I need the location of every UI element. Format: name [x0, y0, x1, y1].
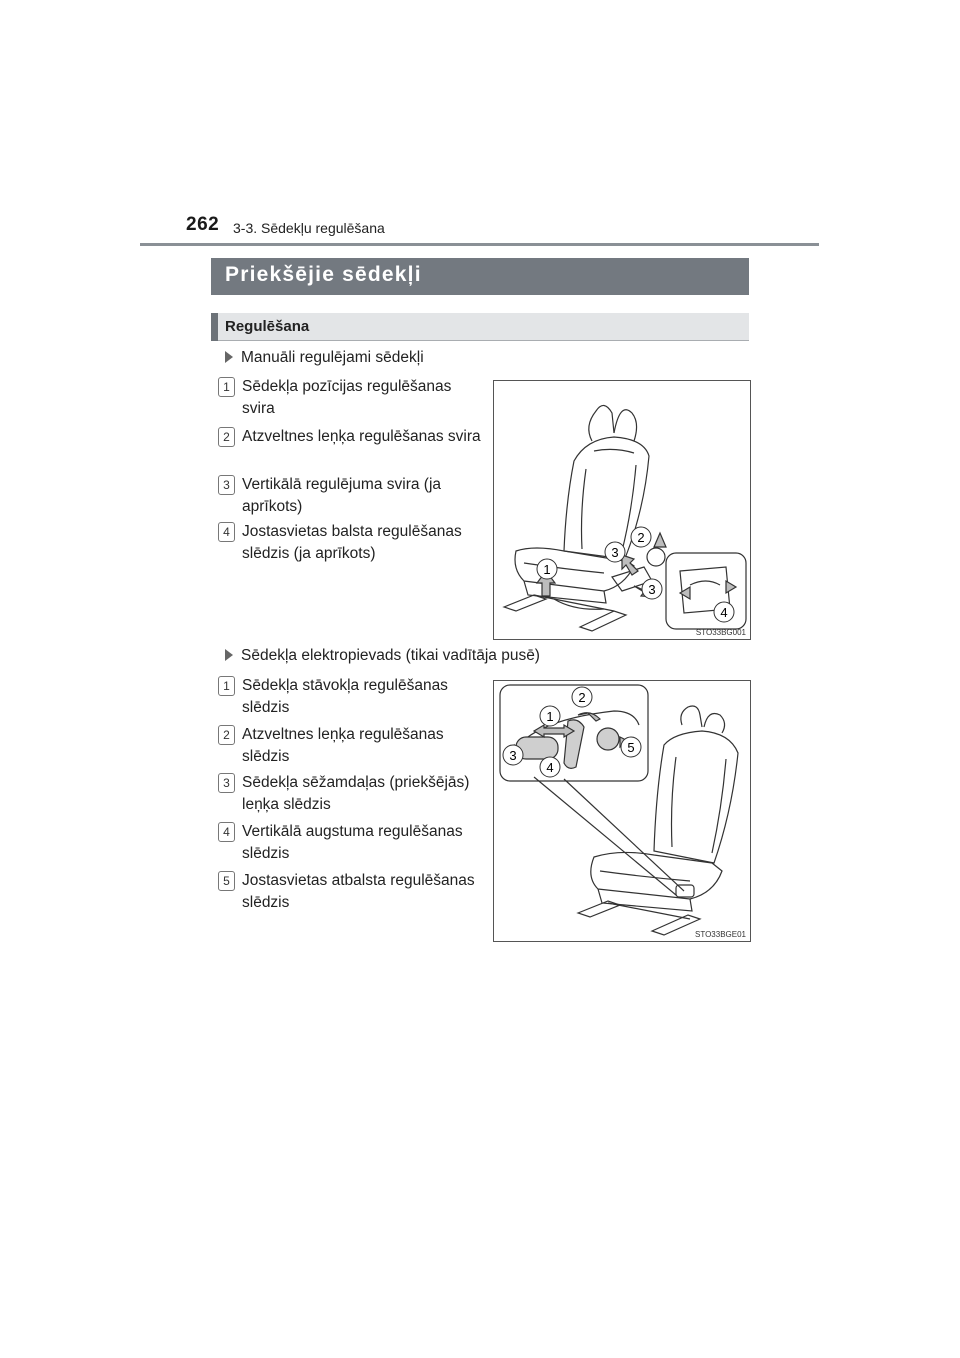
manual-item-1 [218, 376, 478, 420]
item-text: Vertikālā augstuma regulēšanas slēdzis [242, 823, 463, 862]
triangle-bullet-icon [225, 351, 233, 363]
power-item-2 [218, 724, 478, 768]
header-divider [140, 243, 819, 246]
manual-callout-1: 1 [543, 562, 551, 577]
manual-callout-3b: 3 [648, 582, 656, 597]
manual-callout-4: 4 [720, 605, 728, 620]
figure-code: STO33BG001 [695, 628, 746, 637]
item-text: Sēdekļa stāvokļa regulēšanas slēdzis [242, 677, 448, 716]
power-item-5 [218, 870, 478, 914]
page-title: Priekšējie sēdekļi [225, 263, 422, 286]
item-text: Atzveltnes leņķa regulēšanas svira [242, 428, 481, 445]
item-number: 3 [218, 773, 235, 793]
manual-callout-3a: 3 [611, 545, 619, 560]
page-number: 262 [186, 214, 220, 235]
item-text: Jostasvietas balsta regulēšanas slēdzis (ja aprīkots) [242, 523, 462, 562]
manual-item-2 [218, 426, 481, 470]
manual-callout-2: 2 [637, 530, 645, 545]
power-item-4 [218, 821, 478, 865]
item-number: 3 [218, 475, 235, 495]
subsection-marker [211, 313, 218, 341]
figure-code: STO33BGE01 [695, 930, 746, 939]
section-breadcrumb: 3-3. Sēdekļu regulēšana [233, 220, 385, 236]
item-text: Sēdekļa sēžamdaļas (priekšējās) leņķa slēdzis [242, 774, 470, 813]
power-heading-text: Sēdekļa elektropievads (tikai vadītāja pusē) [241, 647, 540, 664]
item-text: Atzveltnes leņķa regulēšanas slēdzis [242, 726, 444, 765]
item-number: 4 [218, 522, 235, 542]
item-number: 1 [218, 676, 235, 696]
item-number: 1 [218, 377, 235, 397]
power-callout-2: 2 [578, 690, 586, 705]
power-callout-1: 1 [546, 709, 554, 724]
triangle-bullet-icon [225, 649, 233, 661]
item-number: 2 [218, 725, 235, 745]
manual-item-3 [218, 474, 478, 518]
page-title-bar [211, 258, 749, 295]
power-callout-5: 5 [627, 740, 635, 755]
item-number: 5 [218, 871, 235, 891]
manual-seat-illustration [493, 380, 751, 640]
power-heading [225, 647, 540, 665]
manual-heading [225, 349, 424, 367]
manual-heading-text: Manuāli regulējami sēdekļi [241, 349, 424, 366]
subsection-title: Regulēšana [225, 318, 310, 335]
power-callout-3: 3 [509, 748, 517, 763]
power-item-3 [218, 772, 478, 816]
item-number: 2 [218, 427, 235, 447]
item-text: Jostasvietas atbalsta regulēšanas slēdzis [242, 872, 475, 911]
manual-item-4 [218, 521, 478, 587]
power-item-1 [218, 675, 478, 719]
subsection-bar [211, 313, 749, 341]
item-text: Sēdekļa pozīcijas regulēšanas svira [242, 378, 452, 417]
power-seat-illustration [493, 680, 751, 942]
item-text: Vertikālā regulējuma svira (ja aprīkots) [242, 476, 442, 515]
power-callout-4: 4 [546, 760, 554, 775]
seat-drawing [494, 681, 750, 941]
seat-drawing [494, 381, 750, 639]
item-number: 4 [218, 822, 235, 842]
